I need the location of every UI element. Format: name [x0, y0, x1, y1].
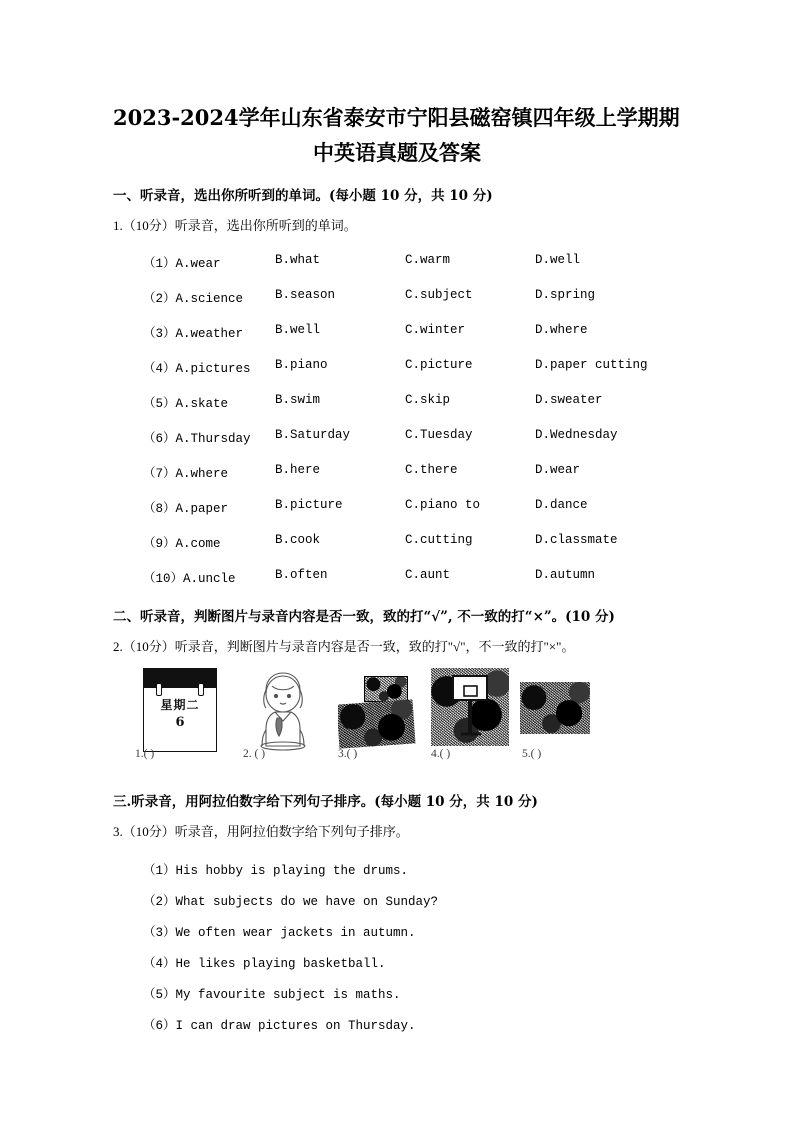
section-heading-2: 二、听录音，判断图片与录音内容是否一致，致的打“√”, 不一致的打“×”。(10 分) — [113, 609, 615, 625]
option-b: B.often — [275, 568, 328, 582]
option-label: （1）A.wear — [143, 257, 221, 271]
answer-blank-2[interactable]: 2. ( ) — [243, 748, 266, 760]
option-label: （2）A.science — [143, 292, 244, 306]
option-b: B.what — [275, 253, 321, 267]
section-heading-1: 一、听录音，选出你所听到的单词。(每小题 10 分，共 10 分) — [113, 188, 493, 204]
basketball-hoop-photo-image — [431, 668, 509, 752]
option-b: B.swim — [275, 393, 321, 407]
option-c: C.piano to — [405, 498, 481, 512]
answer-blank-5[interactable]: 5.( ) — [522, 748, 542, 760]
option-b: B.cook — [275, 533, 321, 547]
picture-item-2 — [243, 668, 319, 760]
option-row — [113, 428, 693, 450]
option-label: （6）A.Thursday — [143, 432, 251, 446]
option-label: （7）A.where — [143, 467, 229, 481]
option-row — [113, 498, 693, 520]
swimming-photo-image — [520, 668, 594, 752]
option-row — [113, 533, 693, 555]
answer-blank-3[interactable]: 3.( ) — [338, 748, 358, 760]
option-d: D.paper cutting — [535, 358, 648, 372]
calendar-body — [143, 688, 217, 752]
answer-blank-1[interactable]: 1.( ) — [135, 748, 155, 760]
picture-strip — [135, 668, 615, 773]
option-d: D.well — [535, 253, 581, 267]
option-b: B.Saturday — [275, 428, 351, 442]
option-c: C.subject — [405, 288, 473, 302]
option-b: B.here — [275, 463, 321, 477]
option-label: （3）A.weather — [143, 327, 244, 341]
option-c: C.aunt — [405, 568, 451, 582]
option-b: B.season — [275, 288, 336, 302]
option-label: （10）A.uncle — [143, 572, 236, 586]
option-label: （9）A.come — [143, 537, 221, 551]
option-label: （5）A.skate — [143, 397, 229, 411]
option-row — [113, 253, 693, 275]
page-title-line-1: 2023-2024学年山东省泰安市宁阳县磁窑镇四年级上学期期 — [113, 105, 680, 130]
option-d: D.dance — [535, 498, 588, 512]
picture-item-4 — [431, 668, 509, 760]
calendar-weekday: 星期二 — [160, 698, 200, 712]
option-row — [113, 358, 693, 380]
section-heading-3: 三.听录音，用阿拉伯数字给下列句子排序。(每小题 10 分，共 10 分) — [113, 794, 538, 810]
sentence-item: （4）He likes playing basketball. — [143, 957, 386, 971]
option-b: B.picture — [275, 498, 343, 512]
basketball-hoop-icon — [431, 668, 509, 746]
option-c: C.warm — [405, 253, 451, 267]
option-d: D.Wednesday — [535, 428, 618, 442]
calendar-day-number: 6 — [175, 715, 185, 730]
question-prompt-2: 2.（10分）听录音，判断图片与录音内容是否一致，致的打"√"，不一致的打"×"。 — [113, 639, 575, 654]
sentence-item: （1）His hobby is playing the drums. — [143, 864, 409, 878]
option-c: C.skip — [405, 393, 451, 407]
calendar-ring-icon — [198, 683, 204, 696]
question-prompt-1: 1.（10分）听录音，选出你所听到的单词。 — [113, 218, 357, 233]
option-label: （4）A.pictures — [143, 362, 251, 376]
option-row — [113, 288, 693, 310]
option-d: D.wear — [535, 463, 581, 477]
drums-photo-image — [338, 668, 420, 752]
calendar-header-bar — [143, 668, 217, 688]
girl-sketch-image — [247, 668, 319, 752]
option-row — [113, 568, 693, 590]
option-row — [113, 393, 693, 415]
option-row — [113, 323, 693, 345]
option-c: C.there — [405, 463, 458, 477]
option-c: C.cutting — [405, 533, 473, 547]
option-d: D.where — [535, 323, 588, 337]
option-row — [113, 463, 693, 485]
option-d: D.autumn — [535, 568, 596, 582]
calendar-ring-icon — [156, 683, 162, 696]
picture-item-1 — [135, 668, 217, 760]
answer-blank-4[interactable]: 4.( ) — [431, 748, 451, 760]
page-title — [113, 100, 681, 170]
option-d: D.classmate — [535, 533, 618, 547]
sentence-item: （3）We often wear jackets in autumn. — [143, 926, 416, 940]
sentence-item: （6）I can draw pictures on Thursday. — [143, 1019, 416, 1033]
option-d: D.sweater — [535, 393, 603, 407]
girl-sketch-icon — [247, 668, 319, 752]
option-d: D.spring — [535, 288, 596, 302]
picture-item-3 — [338, 668, 420, 760]
page-title-line-2: 中英语真题及答案 — [313, 140, 481, 165]
picture-item-5 — [520, 668, 594, 760]
option-c: C.Tuesday — [405, 428, 473, 442]
option-b: B.piano — [275, 358, 328, 372]
option-c: C.picture — [405, 358, 473, 372]
option-c: C.winter — [405, 323, 466, 337]
sentence-item: （2）What subjects do we have on Sunday? — [143, 895, 439, 909]
option-b: B.well — [275, 323, 321, 337]
calendar-image — [143, 668, 217, 752]
option-label: （8）A.paper — [143, 502, 229, 516]
sentence-item: （5）My favourite subject is maths. — [143, 988, 401, 1002]
question-prompt-3: 3.（10分）听录音，用阿拉伯数字给下列句子排序。 — [113, 824, 409, 839]
